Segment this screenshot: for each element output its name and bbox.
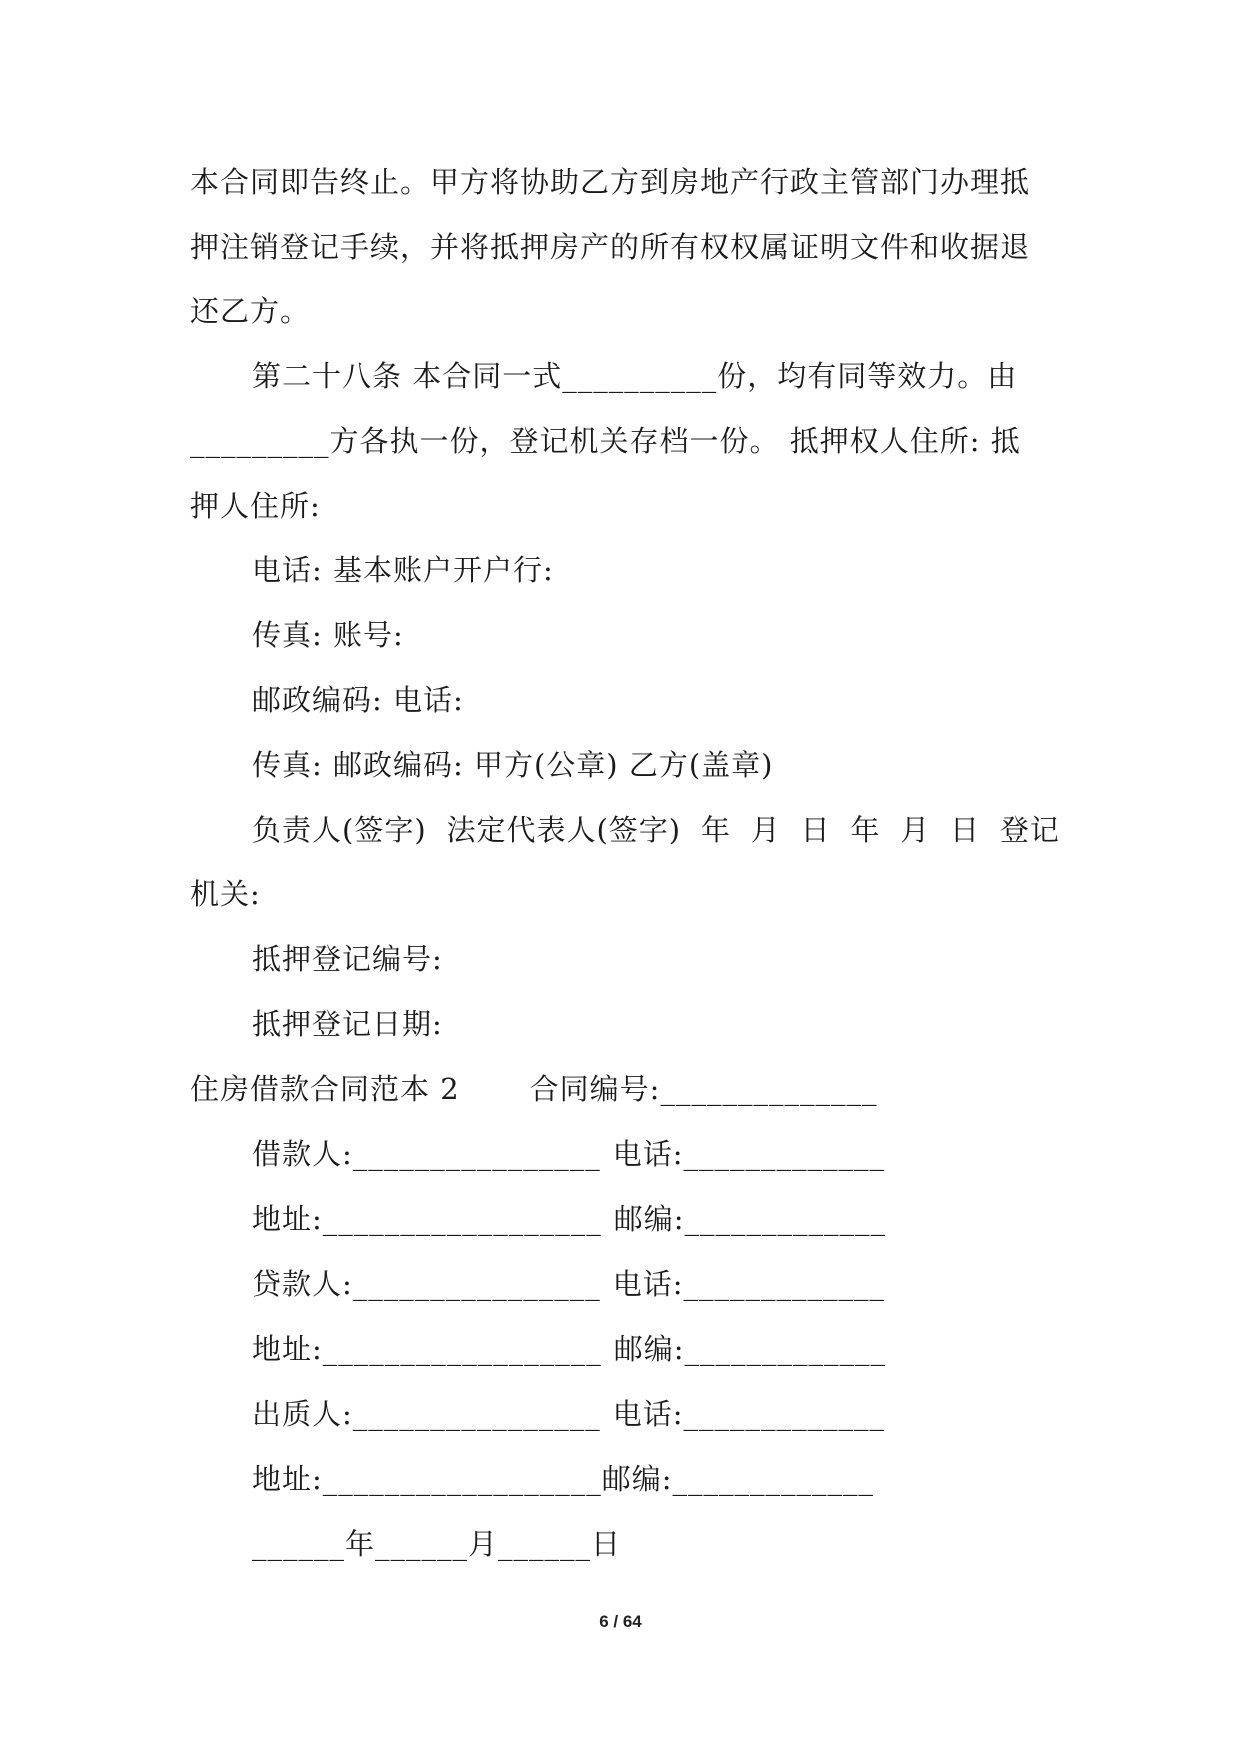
reg-date-line: 抵押登记日期: [252, 1007, 443, 1041]
date-label: 年 [700, 813, 731, 847]
lender-phone-field: 电话:_____________ [612, 1267, 886, 1301]
paragraph-line: 押注销登记手续，并将抵押房产的所有权权属证明文件和收据退 [190, 230, 1031, 264]
paragraph-line: 还乙方。 [190, 294, 311, 328]
lender-address-line [252, 1329, 886, 1369]
borrower-phone-field: 电话:_____________ [612, 1137, 886, 1171]
article-28-line: 第二十八条 本合同一式__________份，均有同等效力。由 [252, 359, 1018, 393]
date-label: 日 [800, 813, 831, 847]
registry-end-line: 机关: [190, 877, 261, 911]
pledgor-phone-field: 电话:_____________ [612, 1397, 886, 1431]
date-label: 月 [750, 813, 781, 847]
article-28-line: _________方各执一份，登记机关存档一份。 抵押权人住所: 抵 [190, 424, 1021, 458]
registry-label: 登记 [999, 813, 1060, 847]
date-label: 日 [950, 813, 981, 847]
date-line: ______年______月______日 [252, 1527, 622, 1561]
borrower-address-field: 地址:__________________ [252, 1202, 602, 1236]
signer-label: 法定代表人(签字) [446, 813, 682, 847]
lender-field: 贷款人:________________ [252, 1267, 601, 1301]
lender-line [252, 1264, 885, 1304]
pledgor-line [252, 1394, 885, 1434]
date-label: 月 [900, 813, 931, 847]
contract-2-header [190, 1069, 877, 1109]
lender-postcode-field: 邮编:_____________ [613, 1332, 887, 1366]
contract-2-title: 住房借款合同范本 2 [190, 1072, 460, 1106]
page-number: 6 / 64 [599, 1612, 642, 1631]
fax-account-line: 传真: 账号: [252, 618, 404, 652]
postal-phone-line: 邮政编码: 电话: [252, 683, 464, 717]
borrower-postcode-field: 邮编:_____________ [613, 1202, 887, 1236]
article-28-line: 押人住所: [190, 489, 321, 523]
borrower-field: 借款人:________________ [252, 1137, 601, 1171]
lender-address-field: 地址:__________________ [252, 1332, 602, 1366]
contract-number: 合同编号:______________ [529, 1072, 878, 1106]
signer-label: 负责人(签字) [252, 813, 427, 847]
pledgor-address-line: 地址:__________________邮编:_____________ [252, 1462, 875, 1496]
reg-number-line: 抵押登记编号: [252, 942, 443, 976]
borrower-address-line [252, 1199, 886, 1239]
fax-postal-seals-line: 传真: 邮政编码: 甲方(公章) 乙方(盖章) [252, 748, 774, 782]
signers-dates-line [252, 810, 1060, 850]
borrower-line [252, 1134, 885, 1174]
pledgor-field: 出质人:________________ [252, 1397, 601, 1431]
paragraph-line: 本合同即告终止。甲方将协助乙方到房地产行政主管部门办理抵 [190, 165, 1031, 199]
phone-bank-line: 电话: 基本账户开户行: [252, 553, 554, 587]
date-label: 年 [850, 813, 881, 847]
